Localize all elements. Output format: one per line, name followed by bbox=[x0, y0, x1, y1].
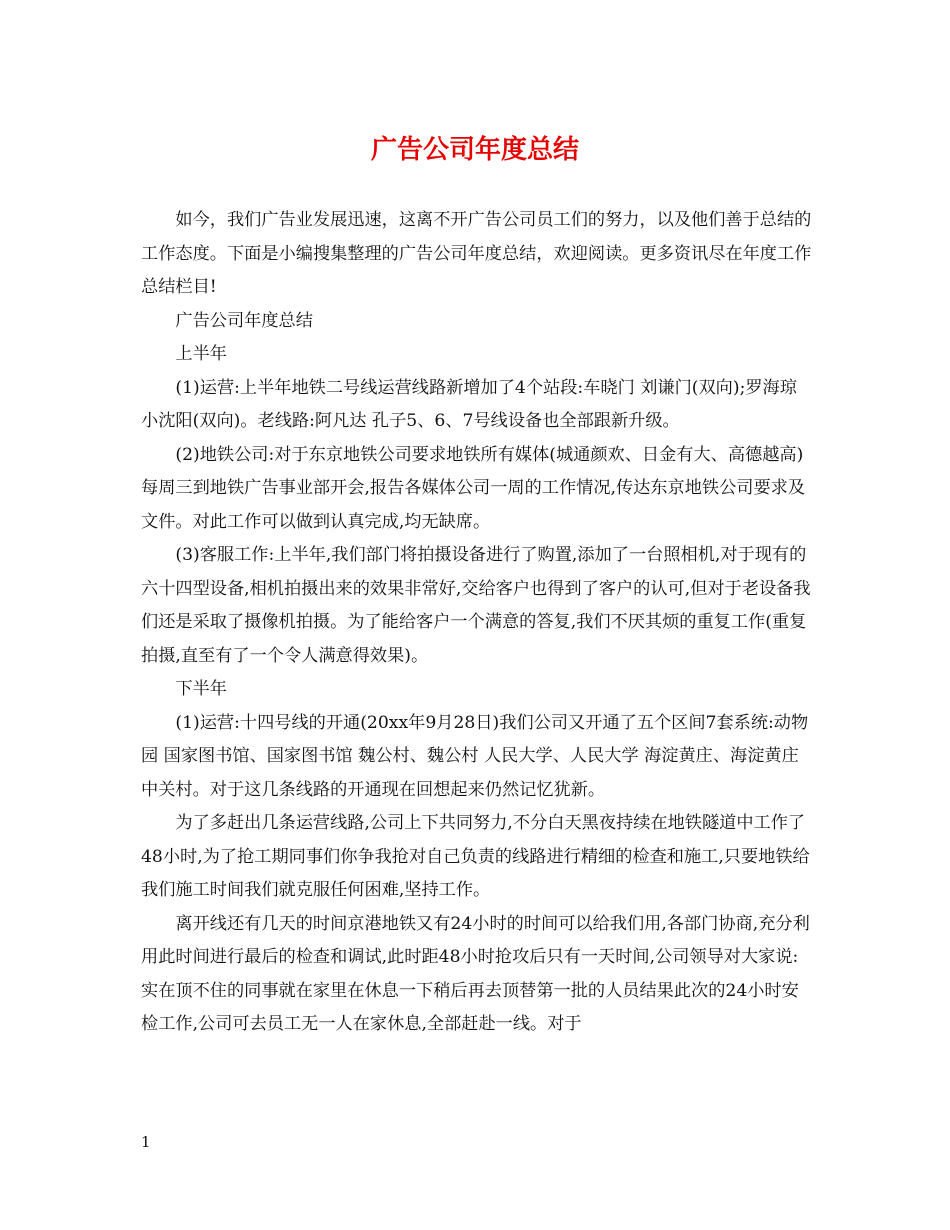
paragraph: 为了多赶出几条运营线路,公司上下共同努力,不分白天黑夜持续在地铁隧道中工作了48小时,为了抢工期同事们你争我抢对自己负责的线路进行精细的检查和施工,只要地铁给我们施工时间我们就克服任何困难,坚持工作。 bbox=[141, 813, 810, 900]
document-body bbox=[141, 204, 813, 1042]
paragraph: (2)地铁公司:对于东京地铁公司要求地铁所有媒体(城通颜欢、日金有大、高德越高)每周三到地铁广告事业部开会,报告各媒体公司一周的工作情况,传达东京地铁公司要求及文件。对此工作可以做到认真完成,均无缺席。 bbox=[141, 444, 806, 532]
paragraph: (1)运营:上半年地铁二号线运营线路新增加了4个站段:车晓门 刘谦门(双向);罗海琼 小沈阳(双向)。老线路:阿凡达 孔子5、6、7号线设备也全部跟新升级。 bbox=[141, 377, 797, 431]
paragraph: 离开线还有几天的时间京港地铁又有24小时的时间可以给我们用,各部门协商,充分利用此时间进行最后的检查和调试,此时距48小时抢攻后只有一天时间,公司领导对大家说:实在顶不住的同事就在家里在休息一下稍后再去顶替第一批的人员结果此次的24小时安检工作,公司可去员工无一人在家休息,全部赶赴一线。对于 bbox=[141, 913, 810, 1034]
paragraph: 广告公司年度总结 bbox=[175, 310, 313, 331]
page-number: 1 bbox=[141, 1133, 151, 1151]
section-heading-second-half: 下半年 bbox=[175, 679, 227, 699]
document-title: 广告公司年度总结 bbox=[370, 135, 579, 165]
paragraph: 如今，我们广告业发展迅速，这离不开广告公司员工们的努力，以及他们善于总结的工作态度。下面是小编搜集整理的广告公司年度总结，欢迎阅读。更多资讯尽在年度工作总结栏目! bbox=[141, 210, 812, 297]
paragraph: (3)客服工作:上半年,我们部门将拍摄设备进行了购置,添加了一台照相机,对于现有的六十四型设备,相机拍摄出来的效果非常好,交给客户也得到了客户的认可,但对于老设备我们还是采取了摄像机拍摄。为了能给客户一个满意的答复,我们不厌其烦的重复工作(重复拍摄,直至有了一个令人满意得效果)。 bbox=[141, 545, 811, 666]
paragraph: (1)运营:十四号线的开通(20xx年9月28日)我们公司又开通了五个区间7套系统:动物园 国家图书馆、国家图书馆 魏公村、魏公村 人民大学、人民大学 海淀黄庄、海淀黄庄 中关村。对于这几条线路的开通现在回想起来仍然记忆犹新。 bbox=[141, 712, 809, 800]
section-heading-first-half: 上半年 bbox=[175, 344, 227, 364]
